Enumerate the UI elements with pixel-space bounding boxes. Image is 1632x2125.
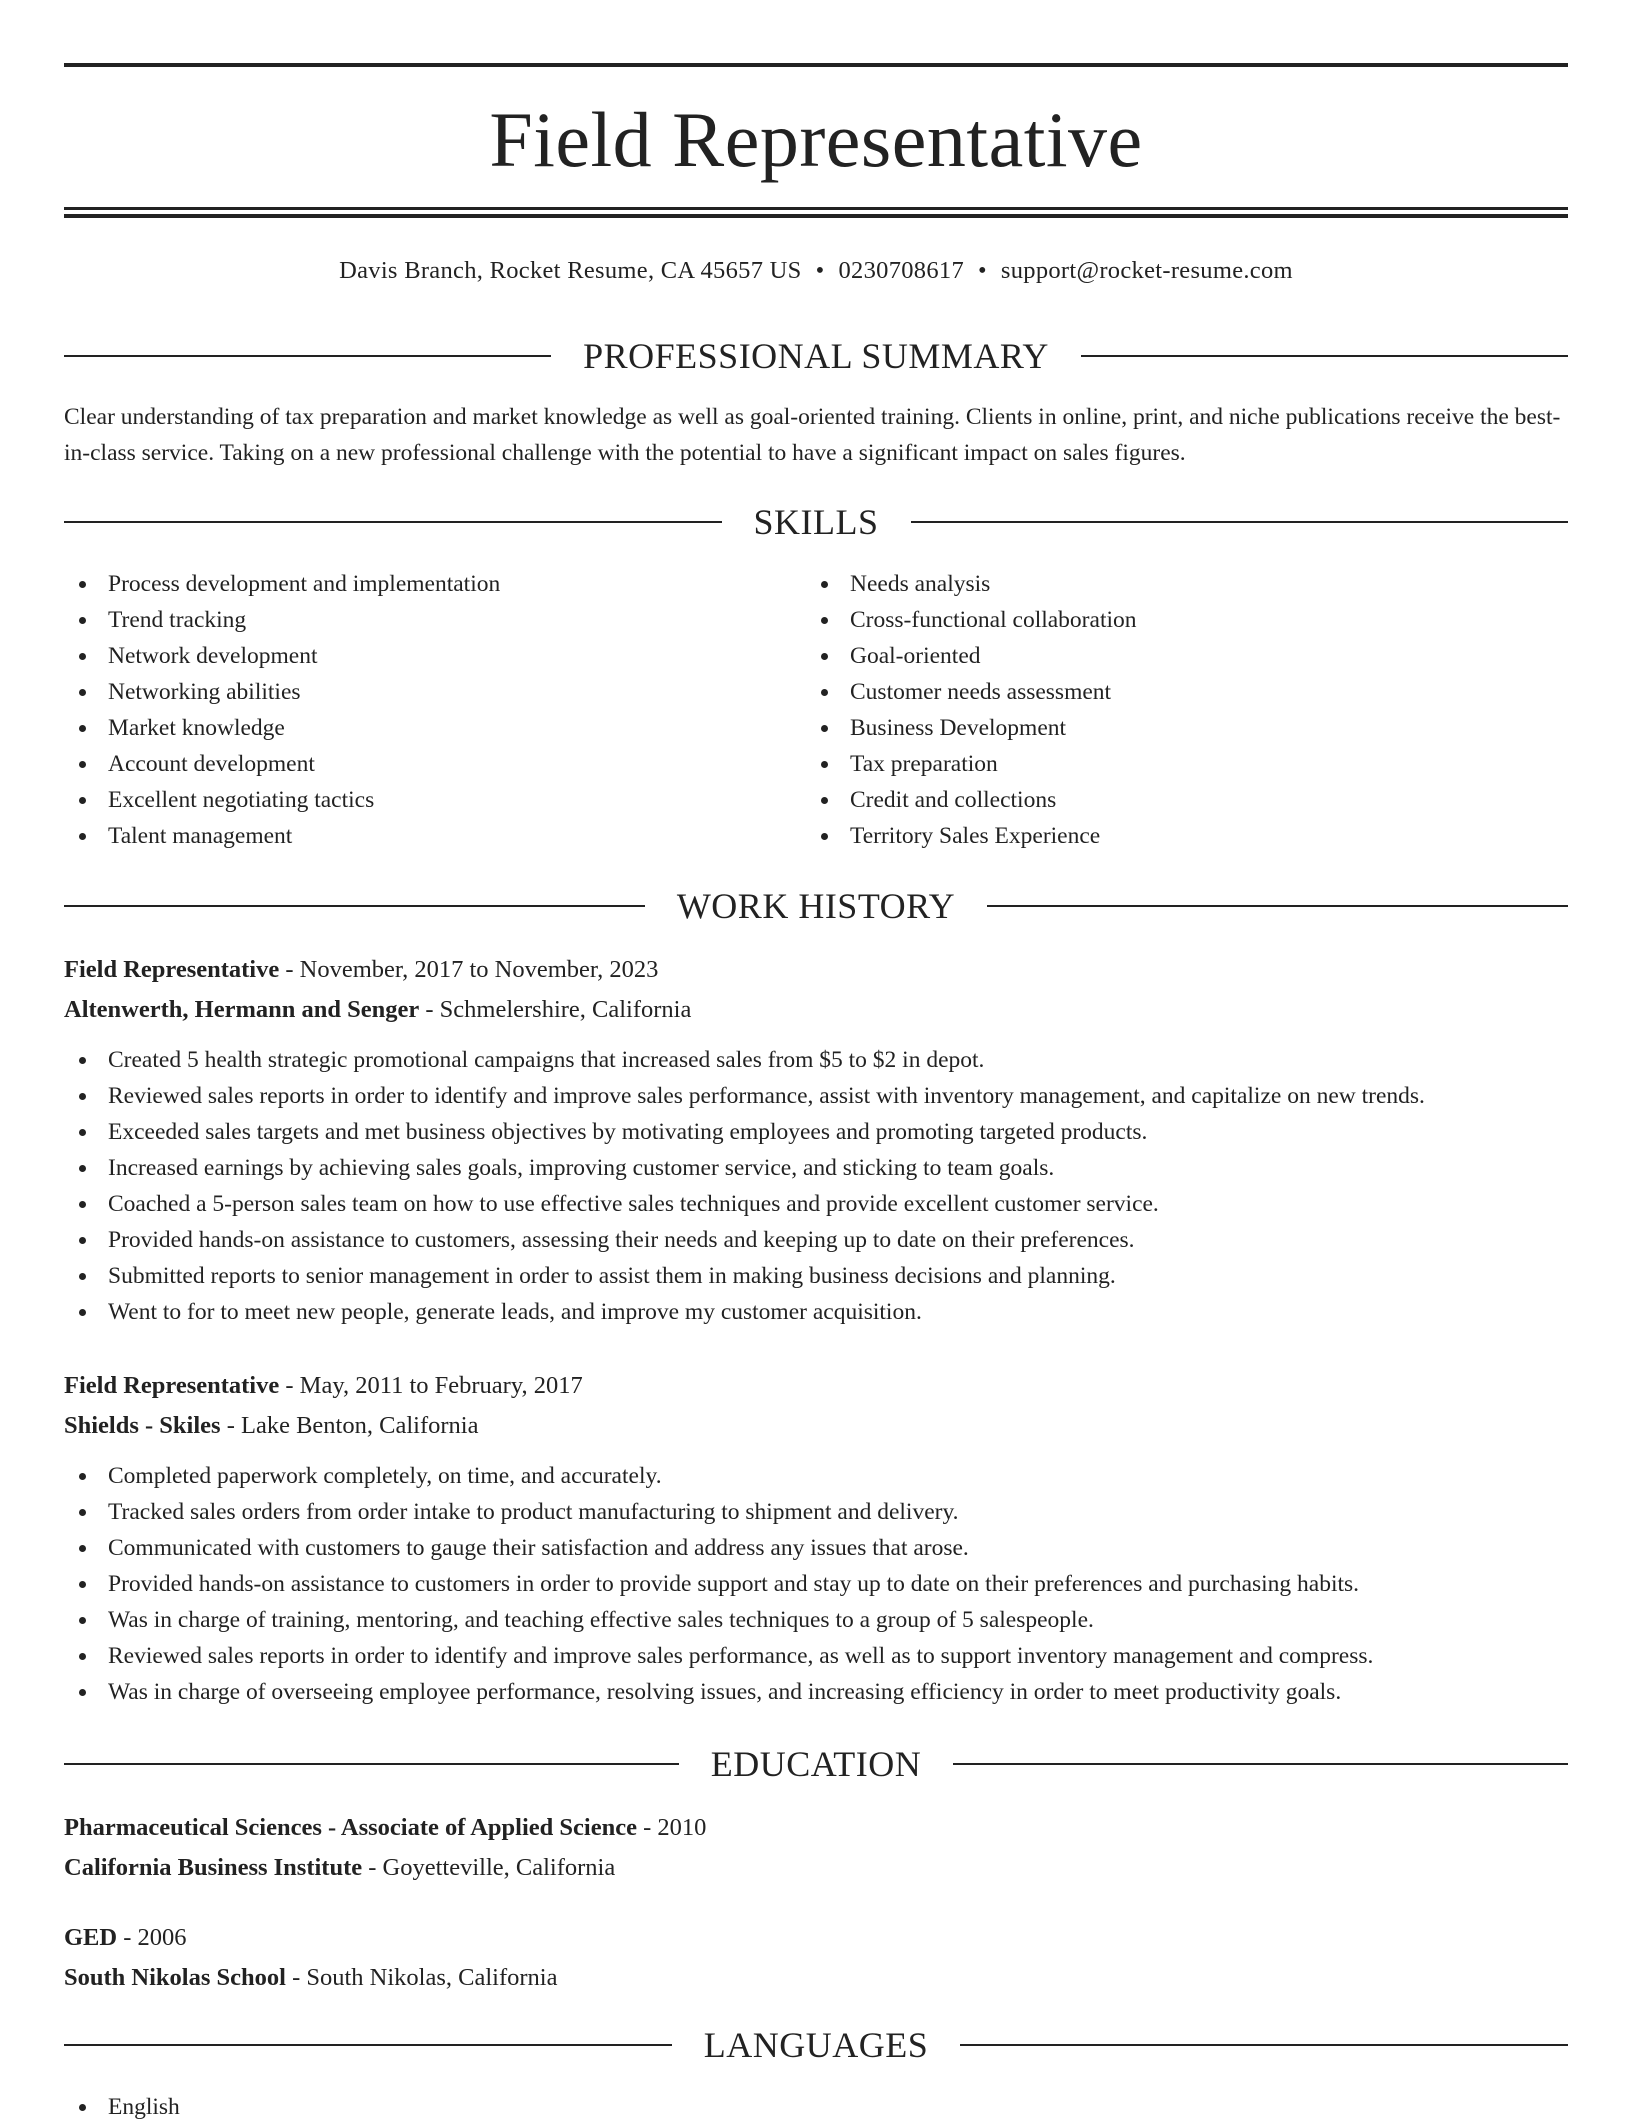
job-bullet: Reviewed sales reports in order to identify and improve sales performance, as well as to support inventory management and compress. (64, 1638, 1568, 1674)
skill-item: Credit and collections (806, 782, 1548, 818)
job-title-line (64, 950, 1568, 990)
title-rule-upper (64, 207, 1568, 210)
skill-item: Needs analysis (806, 566, 1548, 602)
skill-item: Business Development (806, 710, 1548, 746)
job-location: - Lake Benton, California (220, 1412, 479, 1439)
contact-phone: 0230708617 (838, 257, 964, 284)
skill-item: Network development (64, 638, 806, 674)
heading-rule (64, 521, 722, 523)
skill-item: Process development and implementation (64, 566, 806, 602)
skill-item: Market knowledge (64, 710, 806, 746)
section-title: SKILLS (753, 502, 879, 542)
heading-rule (953, 1763, 1568, 1765)
job-bullet: Provided hands-on assistance to customers, assessing their needs and keeping up to date on their preferences. (64, 1222, 1568, 1258)
skill-item: Account development (64, 746, 806, 782)
heading-rule (987, 905, 1568, 907)
job-company-line (64, 1406, 1568, 1446)
skill-item: Networking abilities (64, 674, 806, 710)
job-bullet: Provided hands-on assistance to customers in order to provide support and stay up to date on their preferences and purchasing habits. (64, 1566, 1568, 1602)
job-title-line (64, 1366, 1568, 1406)
skill-item: Tax preparation (806, 746, 1548, 782)
education-entry (64, 1808, 1568, 1888)
section-title: PROFESSIONAL SUMMARY (583, 336, 1049, 376)
job-bullet: Communicated with customers to gauge their satisfaction and address any issues that arose. (64, 1530, 1568, 1566)
education-entry (64, 1918, 1568, 1998)
contact-line (64, 259, 1568, 284)
languages-list (64, 2089, 1568, 2125)
contact-separator: • (978, 257, 987, 284)
skills-list (64, 566, 1568, 854)
job-bullet: Was in charge of training, mentoring, and teaching effective sales techniques to a group of 5 salespeople. (64, 1602, 1568, 1638)
section-heading-languages (64, 2027, 1568, 2063)
job-bullet: Submitted reports to senior management in order to assist them in making business decisions and planning. (64, 1258, 1568, 1294)
job-bullet: Exceeded sales targets and met business objectives by motivating employees and promoting targeted products. (64, 1114, 1568, 1150)
job-dates: - November, 2017 to November, 2023 (279, 956, 659, 983)
skills-column-left (64, 566, 806, 854)
heading-rule (64, 355, 551, 357)
job-bullet: Created 5 health strategic promotional campaigns that increased sales from $5 to $2 in depot. (64, 1042, 1568, 1078)
skill-item: Customer needs assessment (806, 674, 1548, 710)
job-bullet: Was in charge of overseeing employee performance, resolving issues, and increasing efficiency in order to meet productivity goals. (64, 1674, 1568, 1710)
job-bullets (64, 1042, 1568, 1330)
education-school-line (64, 1958, 1568, 1998)
section-title: LANGUAGES (703, 2025, 929, 2065)
skill-item: Talent management (64, 818, 806, 854)
education-location: - South Nikolas, California (285, 1964, 558, 1991)
education-year: - 2010 (636, 1814, 707, 1841)
heading-rule (1081, 355, 1568, 357)
section-heading-education (64, 1746, 1568, 1782)
job-bullet: Tracked sales orders from order intake to product manufacturing to shipment and delivery. (64, 1494, 1568, 1530)
job-bullet: Completed paperwork completely, on time, and accurately. (64, 1458, 1568, 1494)
job-entry (64, 950, 1568, 1330)
job-dates: - May, 2011 to February, 2017 (279, 1372, 583, 1399)
job-title: Field Representative (64, 956, 280, 983)
education-school-line (64, 1848, 1568, 1888)
skill-item: Goal-oriented (806, 638, 1548, 674)
job-bullets (64, 1458, 1568, 1710)
job-company: Shields - Skiles (64, 1412, 221, 1439)
contact-address: Davis Branch, Rocket Resume, CA 45657 US (339, 257, 802, 284)
skill-item: Trend tracking (64, 602, 806, 638)
education-school: South Nikolas School (64, 1964, 286, 1991)
heading-rule (960, 2044, 1568, 2046)
job-company-line (64, 990, 1568, 1030)
title-rule-lower (64, 214, 1568, 218)
heading-rule (64, 2044, 672, 2046)
skills-column-right (806, 566, 1548, 854)
education-degree-line (64, 1918, 1568, 1958)
education-location: - Goyetteville, California (362, 1854, 616, 1881)
contact-email: support@rocket-resume.com (1000, 257, 1293, 284)
contact-separator: • (815, 257, 825, 284)
heading-rule (64, 1763, 679, 1765)
education-school: California Business Institute (64, 1854, 363, 1881)
summary-text: Clear understanding of tax preparation and market knowledge as well as goal-oriented training. Clients in online, print, and niche publications receive the best-in-class service. Taking on a new professional challenge with the potential to have a significant impact on sales figures. (64, 404, 1561, 466)
heading-rule (911, 521, 1569, 523)
skill-item: Territory Sales Experience (806, 818, 1548, 854)
job-bullet: Coached a 5-person sales team on how to use effective sales techniques and provide excellent customer service. (64, 1186, 1568, 1222)
heading-rule (64, 905, 645, 907)
job-location: - Schmelershire, California (419, 996, 692, 1023)
education-year: - 2006 (117, 1924, 187, 1951)
section-title: EDUCATION (710, 1744, 922, 1784)
section-heading-skills (64, 504, 1568, 540)
section-title: WORK HISTORY (676, 886, 956, 926)
job-title: Field Representative (64, 1372, 280, 1399)
education-degree-line (64, 1808, 1568, 1848)
page-title: Field Representative (489, 96, 1143, 183)
job-entry (64, 1366, 1568, 1710)
section-heading-summary (64, 338, 1568, 374)
job-bullet: Reviewed sales reports in order to identify and improve sales performance, assist with inventory management, and capitalize on new trends. (64, 1078, 1568, 1114)
top-rule (64, 63, 1568, 67)
language-item: English (64, 2089, 1568, 2125)
skill-item: Cross-functional collaboration (806, 602, 1548, 638)
section-heading-work-history (64, 888, 1568, 924)
education-degree: GED (64, 1924, 118, 1951)
job-bullet: Went to for to meet new people, generate leads, and improve my customer acquisition. (64, 1294, 1568, 1330)
job-company: Altenwerth, Hermann and Senger (64, 996, 420, 1023)
skill-item: Excellent negotiating tactics (64, 782, 806, 818)
job-bullet: Increased earnings by achieving sales goals, improving customer service, and sticking to team goals. (64, 1150, 1568, 1186)
education-degree: Pharmaceutical Sciences - Associate of Applied Science (64, 1814, 637, 1841)
